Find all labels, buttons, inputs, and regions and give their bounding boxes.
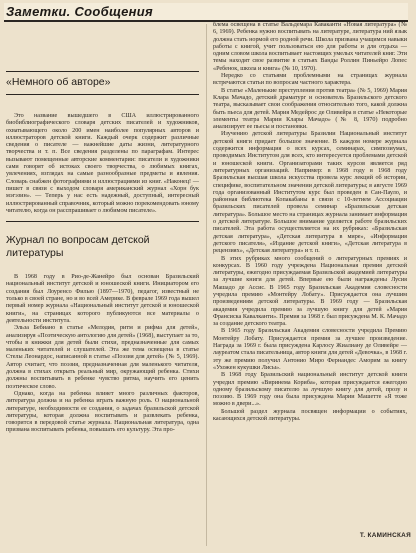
article-2-continued-paragraph: блема освещена в статье Вальдемара Каваканти «Новая литература» (№ 6, 1969). Ребенка нужно воспитывать на литературе, литература ний язык должна стать нормой его родной речи. Школа призвана учащимся навыки работы с книгой, учит пользоваться ею для работы и для отдыха — одним словом школа воспитывает настоящих умелых читателей книг. Эти темы находят свое развитие в статьях Ванды Роллин Пиньейро Лопес «Ребенок, школа и книга» (№ 10, 1970).: [213, 22, 407, 72]
article-2-continued-paragraph: Изучению детской литературы Бразилии Национальный институт детской книги придает большое значение. В каждом номере журнала содержится информация о всех курсах, семинарах, симпозиумах, проводимых Институтом для всех, кто интересуется проблемами детской и юношеской книги. Организаторами таких курсов является ряд литературных организаций. Например: в 1968 году в 1968 году Бразильская высшая школа искусства провела курс лекций об истории, специфике, воспитательном значении детской литературы; в августе 1969 года организованный Институтом курс был проведен в Сан-Пауло, и районная библиотека Копакабаны в связи с 10-летием Ассоциации бразильских писателей провела семинар «Бразильская детская литература». Большое место на страницах журнала занимает информация о детской литературе. Большое внимание уделяется работе бразильских писателей. Эта работа осуществляется на их рубриках: «Бразильская детская литература», «Детская литература в мире», «Информация детского писателя», «Издание детской книги», «Детская литература в рецензиях», «Детская литература» и т. п.: [213, 131, 407, 255]
article-2-continued-paragraph: В статье «Маленькие преступления против театра» (№ 5, 1969) Мария Клара Мачадо, детский драматург и основатель Бразильского детского театра, высказывает свои соображения относительно того, какой должна быть пьеса для детей. Мария Медейрос де Оливейра в статье «Некоторые элементы театра Марии Клары Мачадо» (№ 8, 1970) подробно анализирует ее пьесы и постановки.: [213, 87, 407, 131]
article-2-paragraph: Эльза Бебиано в статье «Мелодия, ритм и рифма для детей», анализируя «Поэтическую антологию для детей» (1968), выступает за то, чтобы в книжки для детей были стихи, предназначенные для самых маленьких читателей и слушателей. Эта же тема освещена в статье Стелы Леонардос, написанной в статье «Поэзия для детей» (№ 5, 1969). Автор считает, что поэзия, предназначенная для маленького читателя, должна в стихах открыть реальный мир, окружающий ребенка. Стихи должны воспитывать в ребенке чувство ритма, научить его ценить поэтическое слово.: [6, 325, 199, 390]
article-2-paragraph: В 1968 году в Рио-де-Жанейро был основан Бразильский национальный институт детской и юношеской книги. Инициатором его создания был Лоуренсо Филью (1897—1970), педагог, известный не только в своей стране, но и во всей Америке. В феврале 1969 года вышел первый номер журнала «Национальный институт детской и юношеской книги», на страницах которого публикуются все материалы о деятельности института.: [6, 274, 199, 324]
left-column: [6, 22, 199, 546]
article-2-continued-paragraph: В этих рубриках много сообщений о литературных премиях и конкурсах. В 1960 году учреждена Национальная премия детской литературы, ежегодно присуждаемая Бразильской академией литературы за лучшие книги для детей. Впервые ею были награждены Лусия Машадо де Ассис. В 1965 году Бразильская Академия словесности учредила премию «Монтейру Лобату». Присуждается она лучшим произведениям детской литературы. В 1969 году — Бразильская академия учредила премию за лучшую книгу для детей «Мария Франсиска Кавалканти». Премия за 1968 г. был присуждена М. К. Мачадо за создание детского театра.: [213, 255, 407, 328]
title-rule-top-2: [6, 221, 199, 222]
article-2-continued-paragraph: В 1965 году Бразильская Академия словесности учредила Премию Монтейру Лобату. Присуждается премия за лучшее произведение. Награда за 1969 г. была присуждена Карлосу Жиалиану де Оливейре — лауреатом стала писательница, автор книги для детей «Девочка», в 1968 г. эту же премию получил Антонио Миро Фернандес Аморим за книгу «Ухожен кукушки Лисы».: [213, 328, 407, 371]
article-2-continued-paragraph: Большой раздел журнала посвящен информации о событиях, касающихся детской литературы.: [213, 408, 407, 423]
author-signature: Т. КАМИНСКАЯ: [359, 532, 411, 539]
article-2-title: Журнал по вопросам детской литературы: [6, 234, 150, 260]
article-2-paragraph: Однако, когда на ребенка влияет много различных факторов, литература должна и на ребенка играть важную роль. О национальной литературе, необходимости ее создания, о задачах бразильской детской литературы, которая должна воспитывать и развлекать ребенка, говорится в передовой статье журнала. Национальная литература, одна призвана воспитывать ребенка, повышать его культуру. Эта про-: [6, 390, 199, 434]
title-rule-bottom: [6, 94, 199, 95]
section-header-title: Заметки. Сообщения: [6, 4, 153, 19]
column-divider: [206, 24, 207, 546]
right-column: [213, 22, 407, 546]
article-2-continued-paragraph: В 1968 году Бразильский национальный институт детской книги учредил премию «Виринема Кориба», которая присуждается ежегодно одному бразильскому писателю за лучшую книгу для детей, прозу и поэзию. В 1969 году она была присуждена Марии Машетте «Я тоже можно в двери...».: [213, 372, 407, 408]
article-1-title: «Немного об авторе»: [6, 76, 111, 88]
article-1-paragraph: Это название вышедшего в США иллюстрированного биобиблиографического словаря детских писателей и художников, охватывающего около 200 имен наиболее популярных авторов и иллюстраторов детской книги. Каждый очерк содержит различные сведения о писателе — важнейшие даты жизни, литературного творчества и т. п. Все сведения разделены по параграфам. Интерес вызывают помещенные авторские комментарии: писатели и художники сами говорят об истоках своего творчества, о любимых книгах, увлечениях, взглядах на самые разнообразные предметы и явления. Словарь снабжен фотографиями и иллюстрациями из книг. «Наконец! — пишет в связи с выходом словаря американский журнал «Хорн бук мэгэзин». — Теперь у нас есть надежный, доступный, интересный иллюстрированный справочник, который можно порекомендовать юному читателю, когда он расспрашивает о любимом писателе».: [6, 113, 199, 214]
section-header: [4, 3, 408, 22]
article-2-continued-paragraph: Нередко со статьями проблемными на страницах журнала встречаются статьи по вопросам частного характера.: [213, 73, 407, 87]
